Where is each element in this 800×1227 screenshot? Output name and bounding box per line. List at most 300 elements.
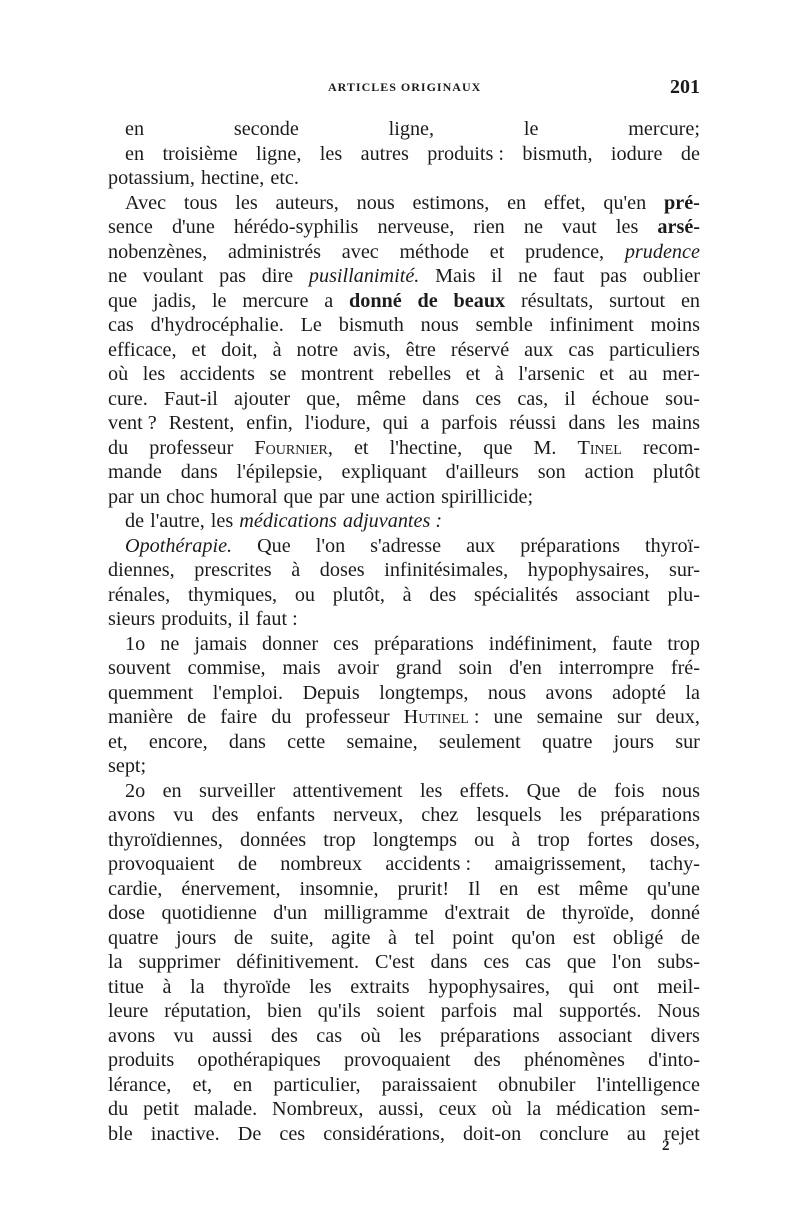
word: nombreux (280, 853, 363, 875)
word: bien (267, 1000, 302, 1022)
word: pusillanimité. (308, 265, 420, 287)
word: une (350, 485, 380, 508)
text-line (108, 1122, 700, 1147)
word: que (566, 951, 597, 973)
text-line (108, 926, 700, 951)
word: qu'en (603, 191, 647, 214)
word: rénales, (108, 583, 171, 606)
word: d'hydrocéphalie. (150, 314, 284, 336)
word: effets. (459, 779, 510, 802)
word: préparations (373, 632, 474, 655)
word: est (537, 877, 560, 900)
word: à (494, 363, 504, 385)
word: les (309, 975, 332, 998)
word: faire (220, 706, 258, 728)
word: diennes, (108, 559, 175, 581)
word: à (388, 926, 398, 949)
word: l'emploi. (212, 681, 284, 704)
running-head-title: ARTICLES ORIGINAUX (328, 80, 482, 94)
word: petit (143, 1098, 179, 1120)
word: il (238, 608, 250, 630)
word: souvent (108, 657, 171, 679)
word: avis, (353, 338, 391, 361)
text-line (108, 289, 700, 314)
word: subs- (657, 951, 700, 973)
word: trop (537, 828, 570, 851)
word: ligne, (255, 142, 302, 165)
word: les (142, 363, 166, 385)
word: notre (296, 338, 339, 361)
word: Le (300, 314, 322, 336)
word: bismuth (338, 314, 404, 336)
word: énervement, (181, 877, 281, 900)
word: sieurs (108, 608, 156, 630)
word: parfois (440, 1000, 497, 1022)
word: l'arsenic (518, 363, 585, 385)
word: efficace, (108, 338, 177, 361)
word: C'est (375, 951, 415, 973)
text-line (108, 313, 700, 338)
word: hérédo-syphilis (233, 216, 359, 238)
word: en (507, 191, 527, 214)
word: seconde (233, 118, 299, 140)
word: donné (349, 289, 402, 312)
word: fois (614, 779, 645, 802)
word: où (108, 363, 129, 385)
word: d'ailleurs (445, 461, 519, 483)
word: de (417, 289, 438, 312)
body-text (108, 117, 700, 1146)
word: avons (108, 1024, 156, 1047)
word: estimons, (412, 191, 490, 214)
word: particulier, (273, 1073, 361, 1096)
word: potassium, (108, 167, 195, 189)
word: son (537, 461, 566, 483)
word: jadis, (152, 289, 197, 312)
word: sence (108, 216, 153, 238)
word: réussi (509, 412, 557, 434)
word: qu'on (511, 926, 556, 949)
word: adjuvantes : (342, 510, 443, 532)
text-line (108, 387, 700, 412)
word: conclure (539, 1122, 609, 1145)
word: pas (219, 265, 247, 287)
word: nobenzènes, (108, 240, 208, 263)
word: moins (650, 314, 700, 336)
word: ou (294, 583, 316, 606)
word: ligne, (388, 118, 435, 140)
word: 1o (125, 632, 146, 655)
word: plu- (667, 583, 700, 606)
word: spirillicide; (441, 485, 534, 508)
word: préparations (600, 804, 700, 826)
text-line (108, 607, 700, 632)
word: interrompre (558, 657, 654, 679)
word: est (572, 926, 596, 949)
word: ne (523, 216, 543, 238)
word: la (526, 1098, 542, 1120)
word: aussi (212, 1024, 253, 1047)
word: auteurs, (275, 191, 339, 214)
word: administrés (227, 240, 322, 263)
word: jamais (194, 632, 248, 655)
word: plutôt, (332, 583, 385, 606)
word: dire (261, 265, 294, 287)
word: M. (533, 436, 557, 459)
word: cas (316, 1024, 343, 1047)
word: du (108, 436, 129, 459)
word: attentivement (292, 779, 403, 802)
word: Mais (435, 265, 476, 287)
word: cas, (517, 387, 549, 410)
word: réputation, (164, 1000, 252, 1022)
word: mains (651, 412, 700, 434)
word: sur- (668, 559, 700, 581)
word: les (615, 216, 639, 238)
word: de (187, 706, 207, 728)
word: qui (568, 975, 595, 998)
word: sur (616, 706, 642, 728)
word: mer- (662, 363, 700, 385)
word: longtemps, (379, 681, 469, 704)
word: en (125, 118, 145, 140)
word: une (493, 706, 523, 728)
word: donner (262, 632, 319, 655)
word: rien (473, 216, 505, 238)
word: chez (421, 804, 459, 826)
word: thyroïde (223, 975, 291, 998)
text-line (108, 534, 700, 559)
text-line (108, 632, 700, 657)
word: dans (180, 461, 218, 483)
word: prudence (624, 240, 700, 263)
word: en (680, 289, 700, 312)
word: agite (331, 926, 371, 949)
word: et (489, 240, 505, 263)
word: longtemps (372, 828, 457, 851)
word: Hutinel : (403, 706, 480, 728)
word: titue (108, 975, 144, 998)
word: prescrites (194, 559, 272, 581)
word: etc. (270, 167, 299, 189)
word: nerveuse, (377, 216, 455, 238)
word: opothérapiques (197, 1049, 321, 1071)
text-line (108, 411, 700, 436)
word: un (139, 485, 161, 508)
word: les (319, 142, 343, 165)
word: montrent (300, 363, 374, 385)
word: thyroï- (645, 534, 700, 557)
word: réservé (450, 338, 510, 361)
word: au (626, 1122, 646, 1145)
word: soin (458, 657, 493, 679)
word: provoquaient (108, 853, 215, 875)
word: que (108, 289, 138, 312)
word: sept; (108, 755, 147, 777)
text-line (108, 828, 700, 853)
word: Il (468, 877, 481, 900)
word: jours (176, 926, 217, 949)
word: bismuth, (522, 142, 593, 165)
word: le (523, 118, 539, 140)
word: échoue (591, 387, 649, 410)
word: fré- (670, 657, 700, 679)
word: action (385, 485, 436, 508)
text-line (108, 656, 700, 681)
word: médication (556, 1098, 646, 1120)
text-line (108, 803, 700, 828)
word: résultats, (520, 289, 594, 312)
word: ne (108, 265, 128, 287)
word: que, (306, 387, 341, 410)
word: sur (675, 730, 700, 753)
word: ceux (438, 1098, 477, 1120)
word: quotidienne (161, 902, 257, 924)
word: particuliers (609, 338, 700, 361)
word: Nous (657, 1000, 700, 1022)
word: Que (257, 534, 291, 557)
word: Opothérapie. (125, 534, 233, 557)
word: d'extrait (444, 902, 510, 924)
text-line (108, 142, 700, 167)
text-line (108, 1024, 700, 1049)
word: associant (558, 1024, 633, 1047)
word: en (499, 877, 519, 900)
word: doses, (650, 828, 700, 851)
word: commise, (187, 657, 266, 679)
word: des (473, 1049, 501, 1071)
word: paraissaient (381, 1073, 477, 1096)
word: à (162, 975, 172, 998)
word: seulement (438, 730, 521, 753)
word: par (108, 485, 134, 508)
text-line (108, 264, 700, 289)
word: rebelles (388, 363, 452, 385)
word: hypophysaires, (527, 559, 650, 581)
word: vent ? (108, 412, 157, 434)
word: dans (228, 730, 266, 753)
text-line (108, 362, 700, 387)
word: cure. (108, 387, 148, 410)
word: choc (166, 485, 205, 508)
word: surtout (609, 289, 666, 312)
word: les (399, 1024, 422, 1047)
word: les (210, 510, 234, 532)
word: cas (108, 314, 134, 336)
word: de (680, 142, 700, 165)
text-line (108, 681, 700, 706)
word: Fournier, (254, 436, 333, 459)
word: nous (356, 191, 395, 214)
word: jours (613, 730, 655, 753)
word: la (190, 975, 205, 998)
word: associant (575, 583, 650, 606)
word: sou- (665, 387, 700, 410)
word: encore, (148, 730, 208, 753)
word: Tinel (577, 436, 622, 459)
text-line (108, 877, 700, 902)
word: hypophysaires, (428, 975, 550, 998)
word: dans (430, 951, 468, 973)
word: à (272, 338, 282, 361)
word: enfin, (246, 412, 293, 434)
word: l'on (611, 951, 642, 973)
word: phénomènes (523, 1049, 625, 1071)
page-number: 201 (670, 76, 700, 98)
word: doit-on (462, 1122, 522, 1145)
word: et, (192, 1073, 213, 1096)
word: où (360, 1024, 381, 1047)
word: obligé (612, 926, 664, 949)
word: pré- (664, 191, 700, 214)
word: produits, (161, 608, 233, 630)
word: supportés. (558, 1000, 642, 1022)
word: la (685, 681, 700, 704)
word: cas (525, 951, 551, 973)
word: mercure (242, 289, 309, 312)
text-line (108, 950, 700, 975)
word: et (191, 338, 207, 361)
word: amaigrissement, (494, 853, 627, 875)
word: des (211, 804, 239, 826)
text-line (108, 509, 700, 534)
text-line (108, 1073, 700, 1098)
word: où (491, 1098, 512, 1120)
word: divers (650, 1024, 700, 1047)
word: doses (319, 559, 365, 581)
word: thymiques, (187, 583, 278, 606)
word: trop (667, 632, 700, 655)
word: vu (173, 804, 194, 826)
word: de (237, 853, 257, 875)
word: l'hectine, (389, 436, 463, 459)
word: avons (545, 681, 593, 704)
word: infinitésimales, (384, 559, 509, 581)
word: soient (376, 1000, 425, 1022)
word: et (353, 436, 369, 459)
word: aux (524, 338, 554, 361)
text-line (108, 117, 700, 142)
word: données (240, 828, 307, 851)
word: quemment (108, 681, 194, 704)
word: s'adresse (370, 534, 442, 557)
word: adopté (612, 681, 666, 704)
word: extraits (350, 975, 410, 998)
text-line (108, 1048, 700, 1073)
word: considérations, (323, 1122, 445, 1145)
word: professeur (149, 436, 234, 459)
word: 2o (125, 779, 146, 802)
word: lesquels (476, 804, 542, 826)
word: ont (612, 975, 639, 998)
text-line (108, 779, 700, 804)
word: supprimer (138, 951, 221, 973)
text-line (108, 485, 700, 510)
word: la (108, 951, 123, 973)
word: préparations (520, 534, 621, 557)
text-line (108, 240, 700, 265)
word: des (270, 1024, 298, 1047)
word: infiniment (549, 314, 634, 336)
word: que (483, 436, 513, 459)
word: doit, (221, 338, 258, 361)
word: il (491, 265, 503, 287)
word: aux (466, 534, 496, 557)
word: être (405, 338, 436, 361)
word: plutôt (652, 461, 700, 483)
word: et (599, 363, 614, 385)
word: thyroïdiennes, (108, 828, 223, 851)
text-line (108, 730, 700, 755)
word: vaut (562, 216, 597, 238)
text-line (108, 999, 700, 1024)
word: provoquaient (344, 1049, 451, 1071)
text-line (108, 583, 700, 608)
word: dans (568, 412, 606, 434)
word: qui (382, 412, 409, 434)
word: mercure; (628, 118, 700, 140)
word: a (420, 412, 430, 434)
word: de (125, 510, 145, 532)
word: ces (475, 387, 502, 410)
word: thyroïde, (561, 902, 635, 924)
word: ne (518, 265, 538, 287)
word: deux, (655, 706, 700, 728)
word: fortes (586, 828, 633, 851)
word: en (162, 779, 182, 802)
word: troisième (162, 142, 238, 165)
word: qu'ils (317, 1000, 361, 1022)
word: ces (333, 632, 359, 655)
word: voulant (142, 265, 204, 287)
word: milligramme (323, 902, 428, 924)
running-header (108, 76, 700, 100)
word: accidents : (385, 853, 472, 875)
word: nous (487, 681, 527, 704)
word: effet, (543, 191, 586, 214)
word: trop (323, 828, 356, 851)
word: prudence, (525, 240, 605, 263)
word: oublier (642, 265, 700, 287)
word: l'on (315, 534, 346, 557)
word: même (356, 387, 406, 410)
word: quatre (541, 730, 593, 753)
word: se (269, 363, 287, 385)
word: tel (414, 926, 435, 949)
word: expliquant (341, 461, 427, 483)
word: des (429, 583, 457, 606)
word: par (318, 485, 345, 508)
word: pas (600, 265, 627, 287)
word: nerveux, (333, 804, 404, 826)
word: leure (108, 1000, 149, 1022)
word: malade. (193, 1098, 258, 1120)
word: mal (512, 1000, 544, 1022)
text-line (108, 436, 700, 461)
word: semaine (536, 706, 603, 728)
word: obnubiler (498, 1073, 576, 1096)
word: semble (475, 314, 533, 336)
word: d'into- (648, 1049, 700, 1071)
text-line (108, 191, 700, 216)
word: ces (483, 951, 510, 973)
word: indéfiniment, (488, 632, 597, 655)
signature-mark: 2 (662, 1138, 670, 1154)
word: surveiller (199, 779, 276, 802)
word: avec (341, 240, 379, 263)
word: produits : (427, 142, 505, 165)
word: du (108, 1098, 129, 1120)
